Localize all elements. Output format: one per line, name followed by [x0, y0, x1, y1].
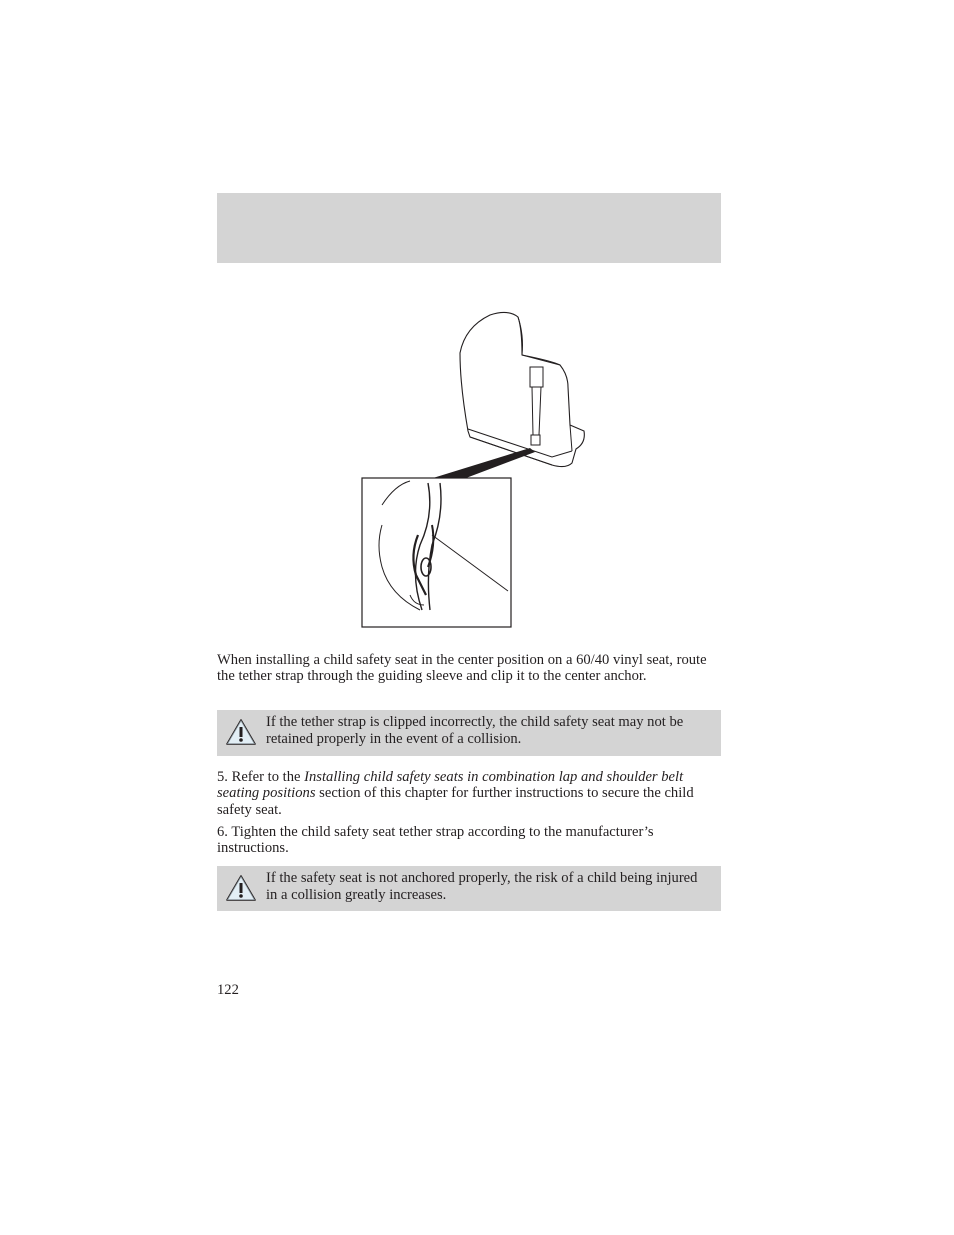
warning-box-tether — [217, 710, 721, 756]
warning-box-anchor — [217, 866, 721, 911]
step-5-prefix: 5. Refer to the — [217, 769, 305, 785]
intro-paragraph: When installing a child safety seat in the center position on a 60/40 vinyl seat, route the tether strap through the guiding sleeve and clip it to the center anchor. — [217, 652, 707, 685]
seat-tether-illustration — [340, 305, 600, 635]
warning-triangle-icon — [225, 874, 257, 902]
step-6-paragraph: 6. Tighten the child safety seat tether strap according to the manufacturer’s instructions. — [217, 824, 654, 857]
warning-triangle-icon — [225, 718, 257, 746]
step-5-suffix: section of this chapter for further instructions to secure the child safety seat. — [217, 785, 694, 818]
step-5-paragraph — [217, 769, 721, 818]
step-5-section-reference: Installing child safety seats in combination lap and shoulder belt seating positions — [217, 769, 684, 802]
section-header-band — [217, 193, 721, 263]
page-number: 122 — [217, 982, 239, 998]
warning-text-anchor: If the safety seat is not anchored properly, the risk of a child being injured in a collision greatly increases. — [266, 870, 698, 903]
warning-text-tether: If the tether strap is clipped incorrectly, the child safety seat may not be retained properly in the event of a collision. — [266, 714, 684, 747]
